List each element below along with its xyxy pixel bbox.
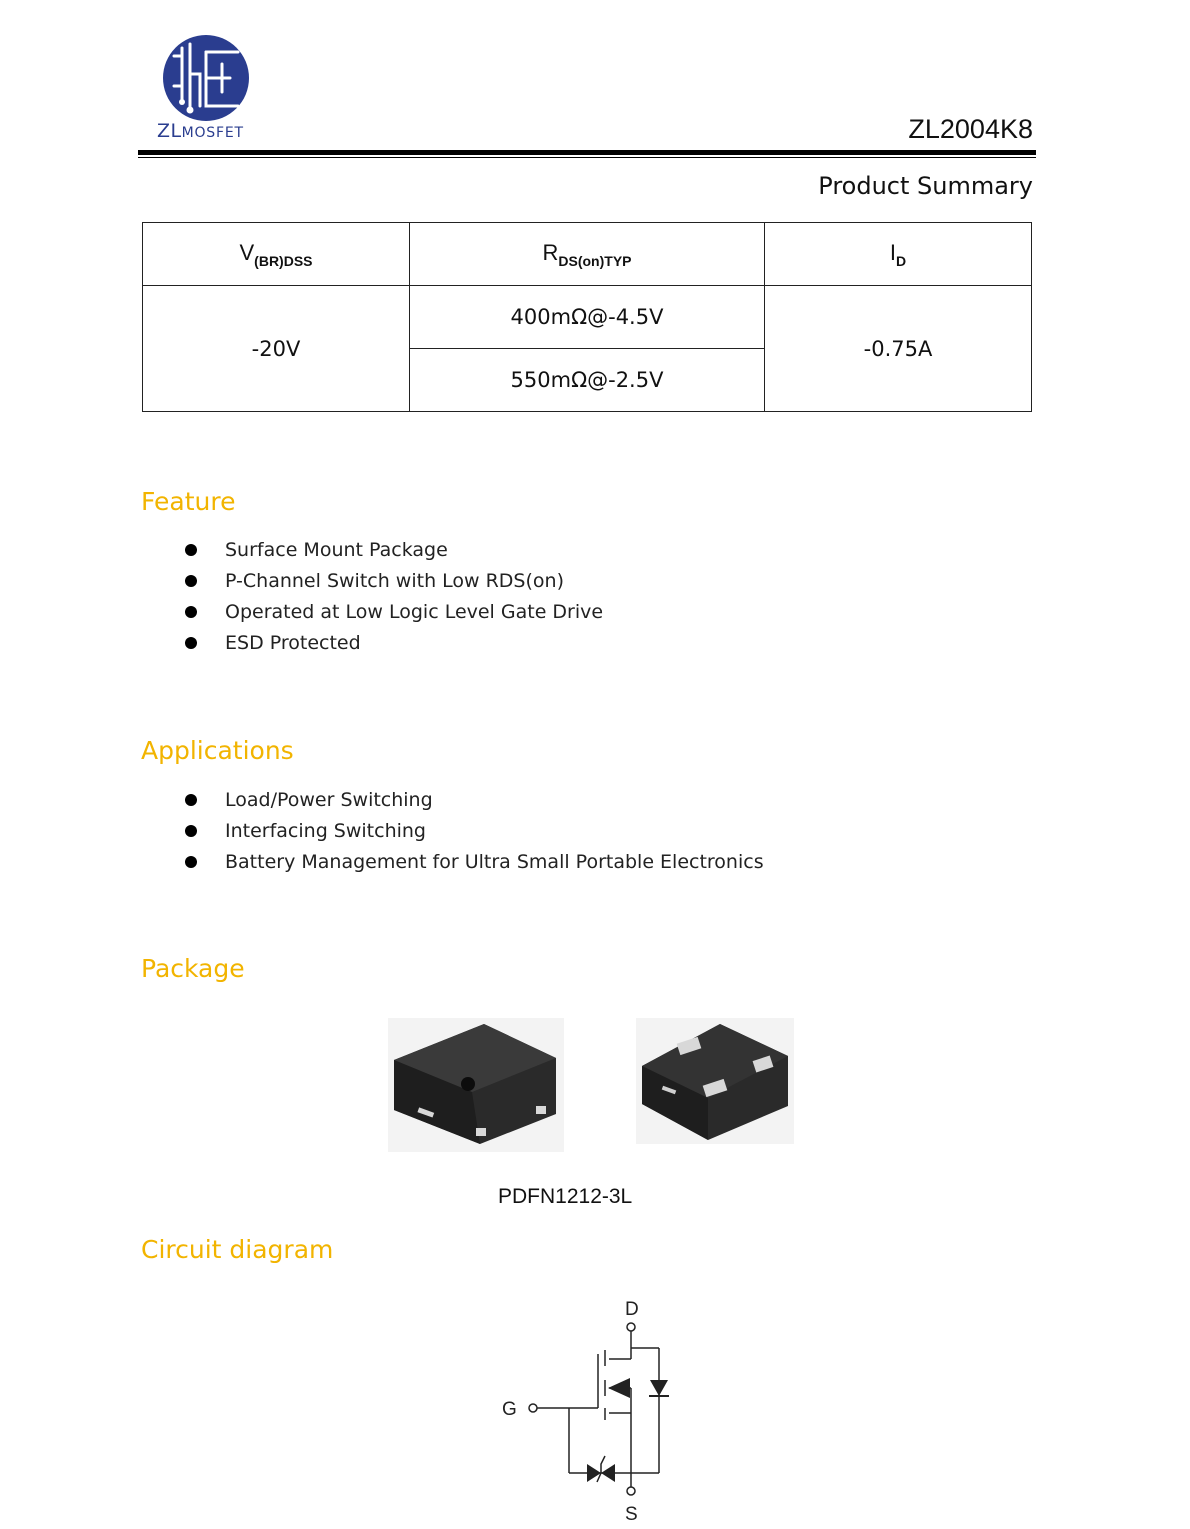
package-caption: PDFN1212-3L [498,1185,633,1208]
header-rdson: $R_{DS(on)TYP}$ [410,223,765,286]
product-summary-title: Product Summary [818,172,1033,200]
value-id: -0.75A [765,286,1032,412]
list-item: Load/Power Switching [185,786,764,817]
header-id: $I_D$ [765,223,1032,286]
header-rule-thin [138,157,1036,158]
header-rule [138,150,1036,155]
pin-label-source: S [625,1504,638,1524]
logo-text-sub: MOSFET [181,125,244,141]
header-vbrdss: $V_{(BR)DSS}$ [143,223,410,286]
bullet-icon [185,637,197,649]
mosfet-circuit-diagram [495,1292,675,1524]
value-vbrdss: -20V [143,286,410,412]
bullet-icon [185,794,197,806]
bullet-icon [185,575,197,587]
zlmosfet-logo [160,34,252,126]
package-top-view-image [388,1018,564,1152]
bullet-icon [185,856,197,868]
feature-title: Feature [141,487,236,516]
value-rdson-1: 400mΩ@-4.5V [410,286,765,349]
applications-title: Applications [141,736,294,765]
table-row [143,286,1032,349]
list-item: P-Channel Switch with Low RDS(on) [185,567,603,598]
package-title: Package [141,954,245,983]
list-item: ESD Protected [185,629,603,660]
value-rdson-2: 550mΩ@-2.5V [410,349,765,412]
package-bottom-view-image [636,1018,794,1144]
bullet-icon [185,825,197,837]
feature-list [185,536,603,660]
pin-label-gate: G [502,1399,517,1420]
table-header-row [143,223,1032,286]
circuit-diagram-title: Circuit diagram [141,1235,334,1264]
list-item: Surface Mount Package [185,536,603,567]
list-item: Operated at Low Logic Level Gate Drive [185,598,603,629]
applications-list [185,786,764,879]
list-item: Interfacing Switching [185,817,764,848]
list-item: Battery Management for Ultra Small Portable Electronics [185,848,764,879]
logo-wordmark [157,120,244,142]
logo-text-main: ZL [157,120,182,142]
product-summary-table [142,222,1032,412]
bullet-icon [185,606,197,618]
bullet-icon [185,544,197,556]
part-number: ZL2004K8 [908,114,1033,144]
pin-label-drain: D [625,1299,639,1320]
